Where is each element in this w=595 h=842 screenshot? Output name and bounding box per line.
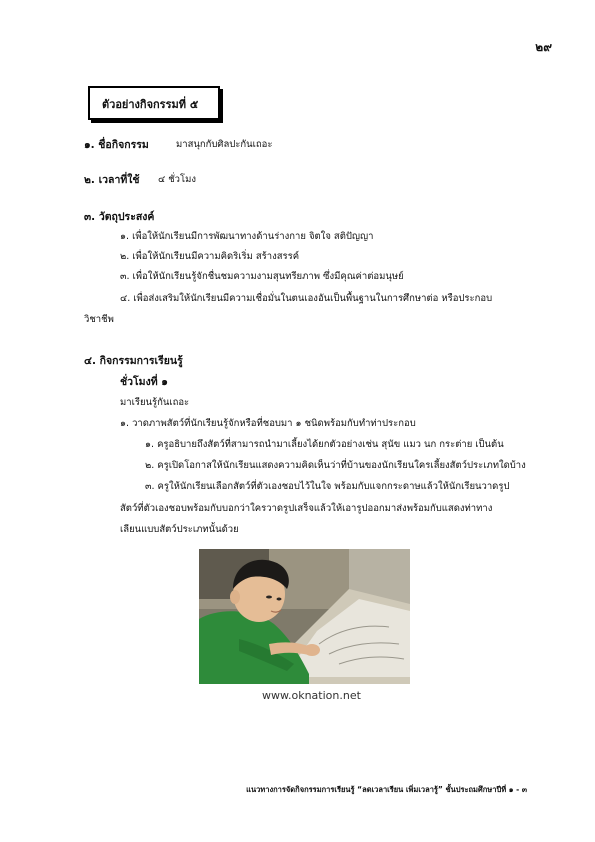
activity-line: ๑. ครูอธิบายถึงสัตว์ที่สามารถนำมาเลี้ยงได้ยกตัวอย่างเช่น สุนัข แมว นก กระต่าย เป็นต้น [145, 439, 504, 450]
objective-item: ๒. เพื่อให้นักเรียนมีความคิดริเริ่ม สร้างสรรค์ [120, 251, 300, 262]
section-activity-name-label: ๑. ชื่อกิจกรรม [84, 139, 149, 151]
objective-item: ๑. เพื่อให้นักเรียนมีการพัฒนาทางด้านร่างกาย จิตใจ สติปัญญา [120, 231, 374, 242]
section-learning-activities-label: ๔. กิจกรรมการเรียนรู้ [84, 355, 183, 367]
activity-line: ๒. ครูเปิดโอกาสให้นักเรียนแสดงความคิดเห็นว่าที่บ้านของนักเรียนใครเลี้ยงสัตว์ประเภทใดบ้าง [145, 460, 526, 471]
image-caption: www.oknation.net [262, 689, 361, 702]
section-objectives-label: ๓. วัตถุประสงค์ [84, 211, 155, 223]
activity-line: มาเรียนรู้กันเถอะ [120, 397, 190, 408]
objective-item-continued: วิชาชีพ [84, 314, 114, 325]
activity-title-box [88, 86, 220, 120]
photo-illustration [199, 549, 410, 684]
activity-line: สัตว์ที่ตัวเองชอบพร้อมกับบอกว่าใครวาดรูปเสร็จแล้วให้เอารูปออกมาส่งพร้อมกับแสดงท่าทาง [120, 503, 493, 514]
activity-line: เลียนแบบสัตว์ประเภทนั้นด้วย [120, 524, 239, 535]
objective-item: ๔. เพื่อส่งเสริมให้นักเรียนมีความเชื่อมั่นในตนเองอันเป็นพื้นฐานในการศึกษาต่อ หรือประกอบ [120, 293, 493, 304]
activity-title: ตัวอย่างกิจกรรมที่ ๕ [102, 98, 199, 111]
footer-text: แนวทางการจัดกิจกรรมการเรียนรู้ “ลดเวลาเรียน เพิ่มเวลารู้” ชั้นประถมศึกษาปีที่ ๑ - ๓ [246, 785, 527, 794]
photo-boy-drawing [199, 549, 410, 684]
section-time-value: ๔ ชั่วโมง [158, 174, 196, 185]
section-time-label: ๒. เวลาที่ใช้ [84, 174, 140, 186]
section-activity-name-value: มาสนุกกับศิลปะกันเถอะ [176, 139, 273, 150]
objective-item: ๓. เพื่อให้นักเรียนรู้จักชื่นชมความงามสุนทรียภาพ ซึ่งมีคุณค่าต่อมนุษย์ [120, 271, 404, 282]
activity-line: ๑. วาดภาพสัตว์ที่นักเรียนรู้จักหรือที่ชอบมา ๑ ชนิดพร้อมกับทำท่าประกอบ [120, 418, 416, 429]
activity-line: ๓. ครูให้นักเรียนเลือกสัตว์ที่ตัวเองชอบไว้ในใจ พร้อมกับแจกกระดาษแล้วให้นักเรียนวาดรูป [145, 481, 510, 492]
hour-label: ชั่วโมงที่ ๑ [120, 376, 168, 388]
page-number: ๒๙ [535, 40, 552, 54]
